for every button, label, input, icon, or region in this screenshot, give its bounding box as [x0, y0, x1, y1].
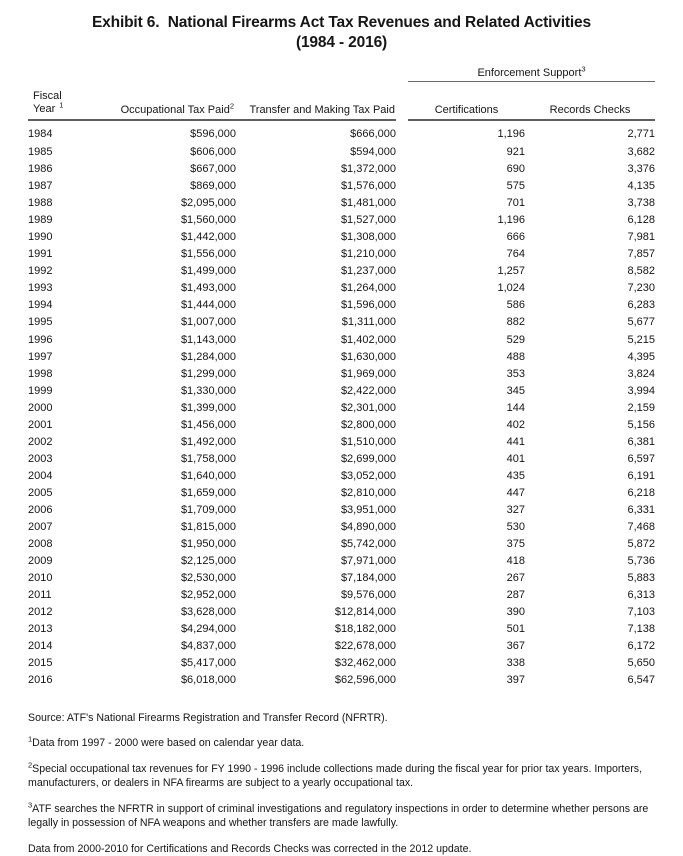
cell-certifications: 375: [408, 536, 525, 553]
cell-certifications: 447: [408, 485, 525, 502]
cell-fiscal-year: 1998: [28, 366, 116, 383]
cell-transfer-making-tax: $2,810,000: [236, 485, 396, 502]
cell-transfer-making-tax: $1,311,000: [236, 314, 396, 331]
cell-occupational-tax: $1,284,000: [116, 349, 236, 366]
cell-transfer-making-tax: $62,596,000: [236, 672, 396, 689]
cell-fiscal-year: 1995: [28, 314, 116, 331]
cell-occupational-tax: $1,492,000: [116, 434, 236, 451]
cell-records-checks: 6,331: [525, 502, 655, 519]
cell-gap: [396, 587, 408, 604]
note-1-text: Data from 1997 - 2000 were based on calendar year data.: [32, 737, 304, 749]
cell-occupational-tax: $2,530,000: [116, 570, 236, 587]
note-3-superscript: 3: [28, 800, 32, 809]
cell-transfer-making-tax: $1,527,000: [236, 212, 396, 229]
cell-transfer-making-tax: $7,971,000: [236, 553, 396, 570]
cell-fiscal-year: 1990: [28, 229, 116, 246]
cell-certifications: 666: [408, 229, 525, 246]
cell-transfer-making-tax: $1,510,000: [236, 434, 396, 451]
cell-occupational-tax: $596,000: [116, 121, 236, 144]
cell-certifications: 1,196: [408, 212, 525, 229]
cell-transfer-making-tax: $1,481,000: [236, 195, 396, 212]
cell-fiscal-year: 1999: [28, 383, 116, 400]
cell-transfer-making-tax: $2,422,000: [236, 383, 396, 400]
table-row: [28, 536, 655, 553]
cell-gap: [396, 502, 408, 519]
cell-transfer-making-tax: $1,402,000: [236, 332, 396, 349]
table-row: [28, 229, 655, 246]
cell-occupational-tax: $1,659,000: [116, 485, 236, 502]
cell-records-checks: 7,981: [525, 229, 655, 246]
cell-fiscal-year: 2005: [28, 485, 116, 502]
cell-gap: [396, 468, 408, 485]
cell-gap: [396, 434, 408, 451]
table-row: [28, 195, 655, 212]
cell-fiscal-year: 1987: [28, 178, 116, 195]
cell-certifications: 882: [408, 314, 525, 331]
cell-occupational-tax: $2,125,000: [116, 553, 236, 570]
cell-gap: [396, 383, 408, 400]
cell-certifications: 1,024: [408, 280, 525, 297]
cell-fiscal-year: 2001: [28, 417, 116, 434]
cell-occupational-tax: $667,000: [116, 161, 236, 178]
cell-transfer-making-tax: $1,210,000: [236, 246, 396, 263]
cell-records-checks: 3,738: [525, 195, 655, 212]
cell-gap: [396, 263, 408, 280]
cell-gap: [396, 229, 408, 246]
cell-records-checks: 6,172: [525, 638, 655, 655]
table-row: [28, 400, 655, 417]
cell-occupational-tax: $5,417,000: [116, 655, 236, 672]
cell-occupational-tax: $869,000: [116, 178, 236, 195]
cell-fiscal-year: 2006: [28, 502, 116, 519]
cell-fiscal-year: 1993: [28, 280, 116, 297]
table-row: [28, 161, 655, 178]
table-row: [28, 485, 655, 502]
note-2: [28, 762, 657, 791]
column-header-transfer-making-tax: Transfer and Making Tax Paid: [236, 82, 396, 119]
cell-fiscal-year: 1988: [28, 195, 116, 212]
cell-occupational-tax: $1,456,000: [116, 417, 236, 434]
cell-transfer-making-tax: $1,969,000: [236, 366, 396, 383]
cell-gap: [396, 332, 408, 349]
cell-certifications: 435: [408, 468, 525, 485]
cell-occupational-tax: $1,493,000: [116, 280, 236, 297]
cell-transfer-making-tax: $22,678,000: [236, 638, 396, 655]
cell-certifications: 701: [408, 195, 525, 212]
cell-fiscal-year: 2011: [28, 587, 116, 604]
cell-certifications: 529: [408, 332, 525, 349]
table-row: [28, 417, 655, 434]
group-header-enforcement-support: [408, 63, 655, 81]
cell-records-checks: 7,468: [525, 519, 655, 536]
cell-transfer-making-tax: $32,462,000: [236, 655, 396, 672]
cell-records-checks: 5,883: [525, 570, 655, 587]
cell-records-checks: 6,218: [525, 485, 655, 502]
cell-gap: [396, 195, 408, 212]
cell-records-checks: 6,313: [525, 587, 655, 604]
cell-certifications: 1,196: [408, 121, 525, 144]
cell-gap: [396, 349, 408, 366]
table-row: [28, 366, 655, 383]
cell-records-checks: 8,582: [525, 263, 655, 280]
firearms-tax-table: [28, 63, 655, 690]
cell-certifications: 401: [408, 451, 525, 468]
cell-certifications: 575: [408, 178, 525, 195]
cell-gap: [396, 536, 408, 553]
cell-gap: [396, 621, 408, 638]
cell-fiscal-year: 1994: [28, 297, 116, 314]
cell-certifications: 353: [408, 366, 525, 383]
cell-records-checks: 3,376: [525, 161, 655, 178]
table-row: [28, 587, 655, 604]
table-row: [28, 263, 655, 280]
cell-gap: [396, 121, 408, 144]
table-row: [28, 280, 655, 297]
table-row: [28, 332, 655, 349]
column-header-row: [28, 82, 655, 119]
cell-occupational-tax: $1,640,000: [116, 468, 236, 485]
cell-gap: [396, 417, 408, 434]
column-header-records-checks: Records Checks: [525, 82, 655, 119]
cell-records-checks: 7,103: [525, 604, 655, 621]
cell-fiscal-year: 2010: [28, 570, 116, 587]
cell-records-checks: 6,597: [525, 451, 655, 468]
column-header-gap: [396, 82, 408, 119]
cell-fiscal-year: 1996: [28, 332, 116, 349]
cell-certifications: 418: [408, 553, 525, 570]
table-row: [28, 349, 655, 366]
cell-fiscal-year: 2013: [28, 621, 116, 638]
data-table-container: [0, 63, 683, 690]
cell-certifications: 390: [408, 604, 525, 621]
cell-gap: [396, 366, 408, 383]
note-1: [28, 736, 657, 751]
cell-transfer-making-tax: $1,630,000: [236, 349, 396, 366]
cell-occupational-tax: $1,299,000: [116, 366, 236, 383]
notes-section: [0, 711, 683, 856]
cell-records-checks: 6,283: [525, 297, 655, 314]
cell-transfer-making-tax: $1,308,000: [236, 229, 396, 246]
cell-occupational-tax: $1,556,000: [116, 246, 236, 263]
occupational-tax-superscript: 2: [230, 101, 234, 110]
cell-transfer-making-tax: $18,182,000: [236, 621, 396, 638]
group-header-blank: [28, 63, 408, 81]
table-header: [28, 63, 655, 121]
cell-occupational-tax: $1,143,000: [116, 332, 236, 349]
cell-transfer-making-tax: $5,742,000: [236, 536, 396, 553]
cell-gap: [396, 144, 408, 161]
cell-occupational-tax: $2,095,000: [116, 195, 236, 212]
cell-records-checks: 5,677: [525, 314, 655, 331]
cell-fiscal-year: 1985: [28, 144, 116, 161]
cell-certifications: 586: [408, 297, 525, 314]
cell-transfer-making-tax: $12,814,000: [236, 604, 396, 621]
cell-certifications: 338: [408, 655, 525, 672]
cell-occupational-tax: $6,018,000: [116, 672, 236, 689]
cell-certifications: 144: [408, 400, 525, 417]
title-line-2: (1984 - 2016): [0, 33, 683, 53]
fiscal-year-line1: Fiscal: [33, 90, 62, 102]
cell-certifications: 267: [408, 570, 525, 587]
cell-transfer-making-tax: $3,951,000: [236, 502, 396, 519]
cell-fiscal-year: 2000: [28, 400, 116, 417]
table-row: [28, 451, 655, 468]
cell-transfer-making-tax: $1,596,000: [236, 297, 396, 314]
cell-fiscal-year: 1992: [28, 263, 116, 280]
cell-occupational-tax: $4,837,000: [116, 638, 236, 655]
cell-gap: [396, 604, 408, 621]
cell-fiscal-year: 2002: [28, 434, 116, 451]
cell-gap: [396, 297, 408, 314]
cell-fiscal-year: 2009: [28, 553, 116, 570]
cell-certifications: 530: [408, 519, 525, 536]
cell-occupational-tax: $1,758,000: [116, 451, 236, 468]
cell-fiscal-year: 2003: [28, 451, 116, 468]
cell-records-checks: 5,650: [525, 655, 655, 672]
table-row: [28, 121, 655, 144]
cell-records-checks: 6,191: [525, 468, 655, 485]
table-row: [28, 519, 655, 536]
table-row: [28, 570, 655, 587]
cell-records-checks: 5,215: [525, 332, 655, 349]
cell-transfer-making-tax: $4,890,000: [236, 519, 396, 536]
cell-records-checks: 5,872: [525, 536, 655, 553]
cell-certifications: 764: [408, 246, 525, 263]
cell-transfer-making-tax: $594,000: [236, 144, 396, 161]
table-row: [28, 621, 655, 638]
fiscal-year-line2: Year: [33, 103, 55, 115]
cell-occupational-tax: $2,952,000: [116, 587, 236, 604]
cell-gap: [396, 280, 408, 297]
note-1-superscript: 1: [28, 734, 32, 743]
cell-transfer-making-tax: $666,000: [236, 121, 396, 144]
cell-occupational-tax: $1,442,000: [116, 229, 236, 246]
cell-fiscal-year: 2004: [28, 468, 116, 485]
cell-gap: [396, 314, 408, 331]
cell-gap: [396, 485, 408, 502]
cell-records-checks: 2,771: [525, 121, 655, 144]
cell-transfer-making-tax: $7,184,000: [236, 570, 396, 587]
cell-records-checks: 7,230: [525, 280, 655, 297]
cell-transfer-making-tax: $1,372,000: [236, 161, 396, 178]
cell-occupational-tax: $1,560,000: [116, 212, 236, 229]
note-4: Data from 2000-2010 for Certifications and Records Checks was corrected in the 2012 update.: [28, 842, 657, 856]
cell-occupational-tax: $1,709,000: [116, 502, 236, 519]
cell-certifications: 501: [408, 621, 525, 638]
note-source: Source: ATF's National Firearms Registration and Transfer Record (NFRTR).: [28, 711, 657, 726]
note-2-text: Special occupational tax revenues for FY 1990 - 1996 include collections made during the fiscal year for prior tax years. Importers, manufacturers, or dealers in NFA firearms are subject to a yearly occupational tax.: [28, 763, 642, 790]
cell-gap: [396, 638, 408, 655]
table-row: [28, 144, 655, 161]
cell-occupational-tax: $1,330,000: [116, 383, 236, 400]
cell-records-checks: 3,994: [525, 383, 655, 400]
cell-occupational-tax: $1,499,000: [116, 263, 236, 280]
cell-occupational-tax: $1,815,000: [116, 519, 236, 536]
table-row: [28, 655, 655, 672]
table-row: [28, 212, 655, 229]
cell-occupational-tax: $3,628,000: [116, 604, 236, 621]
cell-gap: [396, 519, 408, 536]
cell-certifications: 488: [408, 349, 525, 366]
cell-records-checks: 4,395: [525, 349, 655, 366]
cell-records-checks: 7,138: [525, 621, 655, 638]
cell-certifications: 345: [408, 383, 525, 400]
cell-transfer-making-tax: $9,576,000: [236, 587, 396, 604]
cell-transfer-making-tax: $2,301,000: [236, 400, 396, 417]
table-row: [28, 314, 655, 331]
cell-fiscal-year: 1997: [28, 349, 116, 366]
cell-records-checks: 6,381: [525, 434, 655, 451]
table-row: [28, 604, 655, 621]
cell-transfer-making-tax: $2,800,000: [236, 417, 396, 434]
table-row: [28, 383, 655, 400]
table-row: [28, 502, 655, 519]
cell-fiscal-year: 1986: [28, 161, 116, 178]
cell-occupational-tax: $1,444,000: [116, 297, 236, 314]
cell-fiscal-year: 2014: [28, 638, 116, 655]
cell-fiscal-year: 1991: [28, 246, 116, 263]
cell-certifications: 690: [408, 161, 525, 178]
table-row: [28, 672, 655, 689]
cell-gap: [396, 246, 408, 263]
cell-gap: [396, 570, 408, 587]
cell-fiscal-year: 1989: [28, 212, 116, 229]
column-header-certifications: Certifications: [408, 82, 525, 119]
cell-transfer-making-tax: $1,264,000: [236, 280, 396, 297]
cell-occupational-tax: $4,294,000: [116, 621, 236, 638]
cell-gap: [396, 161, 408, 178]
cell-fiscal-year: 2008: [28, 536, 116, 553]
cell-transfer-making-tax: $1,576,000: [236, 178, 396, 195]
cell-records-checks: 5,736: [525, 553, 655, 570]
cell-records-checks: 4,135: [525, 178, 655, 195]
cell-records-checks: 5,156: [525, 417, 655, 434]
cell-occupational-tax: $1,950,000: [116, 536, 236, 553]
cell-transfer-making-tax: $3,052,000: [236, 468, 396, 485]
cell-fiscal-year: 2015: [28, 655, 116, 672]
cell-occupational-tax: $1,007,000: [116, 314, 236, 331]
cell-gap: [396, 451, 408, 468]
cell-transfer-making-tax: $1,237,000: [236, 263, 396, 280]
cell-records-checks: 7,857: [525, 246, 655, 263]
cell-records-checks: 6,128: [525, 212, 655, 229]
cell-gap: [396, 672, 408, 689]
note-2-superscript: 2: [28, 760, 32, 769]
cell-fiscal-year: 2016: [28, 672, 116, 689]
cell-occupational-tax: $1,399,000: [116, 400, 236, 417]
table-row: [28, 434, 655, 451]
cell-certifications: 921: [408, 144, 525, 161]
note-3-text: ATF searches the NFRTR in support of criminal investigations and regulatory inspections in order to determine whether persons are legally in possession of NFA weapons and whether transfers are made lawfully.: [28, 803, 648, 830]
table-row: [28, 553, 655, 570]
occupational-tax-label: Occupational Tax Paid: [121, 104, 230, 116]
table-row: [28, 297, 655, 314]
cell-gap: [396, 178, 408, 195]
cell-records-checks: 3,824: [525, 366, 655, 383]
cell-gap: [396, 655, 408, 672]
cell-certifications: 402: [408, 417, 525, 434]
cell-records-checks: 3,682: [525, 144, 655, 161]
table-body: [28, 121, 655, 690]
column-header-fiscal-year: [28, 82, 116, 119]
group-header-superscript: 3: [581, 64, 585, 73]
cell-transfer-making-tax: $2,699,000: [236, 451, 396, 468]
cell-certifications: 287: [408, 587, 525, 604]
cell-gap: [396, 400, 408, 417]
cell-fiscal-year: 1984: [28, 121, 116, 144]
fiscal-year-superscript: 1: [59, 100, 63, 109]
cell-fiscal-year: 2012: [28, 604, 116, 621]
cell-certifications: 367: [408, 638, 525, 655]
table-row: [28, 246, 655, 263]
cell-certifications: 327: [408, 502, 525, 519]
cell-certifications: 397: [408, 672, 525, 689]
table-row: [28, 178, 655, 195]
cell-records-checks: 2,159: [525, 400, 655, 417]
cell-gap: [396, 212, 408, 229]
cell-occupational-tax: $606,000: [116, 144, 236, 161]
cell-gap: [396, 553, 408, 570]
table-row: [28, 468, 655, 485]
table-row: [28, 638, 655, 655]
cell-certifications: 1,257: [408, 263, 525, 280]
cell-fiscal-year: 2007: [28, 519, 116, 536]
column-header-occupational-tax: [116, 82, 236, 119]
group-header-row: [28, 63, 655, 81]
group-header-label: Enforcement Support: [477, 67, 581, 79]
page-title: [0, 0, 683, 53]
cell-records-checks: 6,547: [525, 672, 655, 689]
cell-certifications: 441: [408, 434, 525, 451]
note-3: [28, 802, 657, 831]
title-line-1: Exhibit 6. National Firearms Act Tax Revenues and Related Activities: [0, 13, 683, 33]
